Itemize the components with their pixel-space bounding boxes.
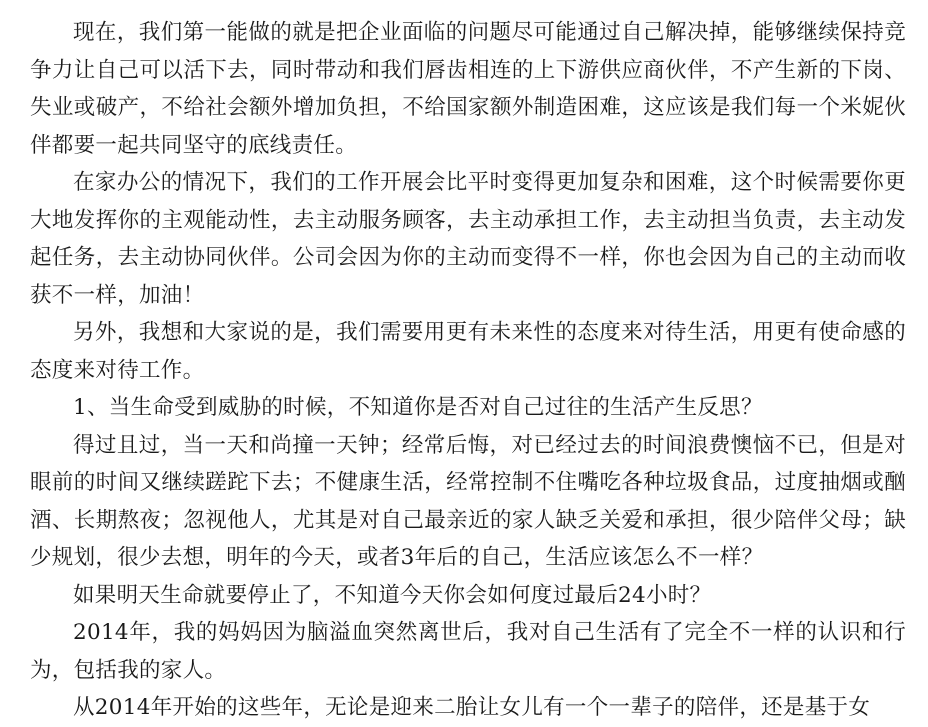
paragraph: 得过且过，当一天和尚撞一天钟；经常后悔，对已经过去的时间浪费懊恼不已，但是对眼前的时间又继续蹉跎下去；不健康生活，经常控制不住嘴吃各种垃圾食品，过度抽烟或酗酒、长期熬夜；忽视他人，尤其是对自己最亲近的家人缺乏关爱和承担，很少陪伴父母；缺少规划，很少去想，明年的今天，或者3年后的自己，生活应该怎么不一样？ — [30, 432, 906, 570]
paragraph: 1、当生命受到威胁的时候，不知道你是否对自己过往的生活产生反思？ — [73, 395, 763, 420]
paragraph: 现在，我们第一能做的就是把企业面临的问题尽可能通过自己解决掉，能够继续保持竞争力让自己可以活下去，同时带动和我们唇齿相连的上下游供应商伙伴，不产生新的下岗、失业或破产，不给社会额外增加负担，不给国家额外制造困难，这应该是我们每一个米妮伙伴都要一起共同坚守的底线责任。 — [30, 20, 906, 158]
paragraph: 另外，我想和大家说的是，我们需要用更有未来性的态度来对待生活，用更有使命感的态度来对待工作。 — [30, 320, 906, 383]
paragraph: 2014年，我的妈妈因为脑溢血突然离世后，我对自己生活有了完全不一样的认识和行为，包括我的家人。 — [30, 620, 906, 683]
paragraph: 从2014年开始的这些年，无论是迎来二胎让女儿有一个一辈子的陪伴，还是基于女 — [73, 695, 871, 720]
paragraph: 如果明天生命就要停止了，不知道今天你会如何度过最后24小时？ — [73, 582, 712, 608]
paragraph: 在家办公的情况下，我们的工作开展会比平时变得更加复杂和困难，这个时候需要你更大地发挥你的主观能动性，去主动服务顾客，去主动承担工作，去主动担当负责，去主动发起任务，去主动协同伙伴。公司会因为你的主动而变得不一样，你也会因为自己的主动而收获不一样，加油！ — [30, 170, 906, 308]
